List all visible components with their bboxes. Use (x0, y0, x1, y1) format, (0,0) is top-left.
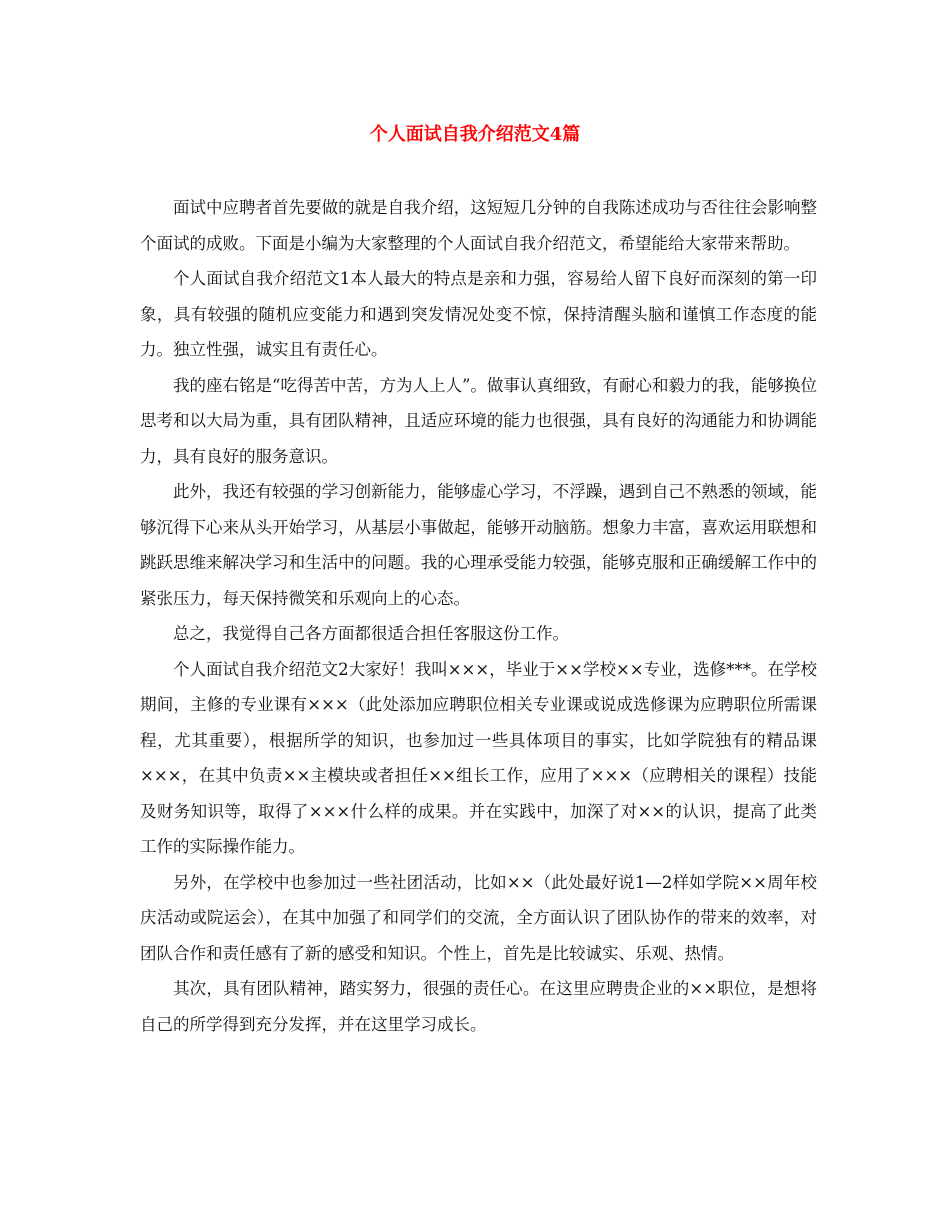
paragraph-sample-2: 个人面试自我介绍范文2大家好！我叫×××，毕业于××学校××专业，选修***。在学校期间，主修的专业课有×××（此处添加应聘职位相关专业课或说成选修课为应聘职位所需课程，尤其重要），根据所学的知识，也参加过一些具体项目的事实，比如学院独有的精品课×××，在其中负责××主模块或者担任××组长工作，应用了×××（应聘相关的课程）技能及财务知识等，取得了×××什么样的成果。并在实践中，加深了对××的认识，提高了此类工作的实际操作能力。 (140, 659, 817, 856)
paragraph-motto: 我的座右铭是“吃得苦中苦，方为人上人”。做事认真细致，有耐心和毅力的我，能够换位思考和以大局为重，具有团队精神，且适应环境的能力也很强，具有良好的沟通能力和协调能力，具有良好的服务意识。 (140, 375, 817, 466)
paragraph-summary: 总之，我觉得自己各方面都很适合担任客服这份工作。 (173, 624, 569, 643)
paragraph-intro: 面试中应聘者首先要做的就是自我介绍，这短短几分钟的自我陈述成功与否往往会影响整个面试的成败。下面是小编为大家整理的个人面试自我介绍范文，希望能给大家带来帮助。 (140, 198, 817, 253)
paragraph-activities: 另外，在学校中也参加过一些社团活动，比如××（此处最好说1—2样如学院××周年校庆活动或院运会），在其中加强了和同学们的交流，全方面认识了团队协作的带来的效率，对团队合作和责任感有了新的感受和知识。个性上，首先是比较诚实、乐观、热情。 (140, 872, 817, 963)
paragraph-learning: 此外，我还有较强的学习创新能力，能够虚心学习，不浮躁，遇到自己不熟悉的领域，能够沉得下心来从头开始学习，从基层小事做起，能够开动脑筋。想象力丰富，喜欢运用联想和跳跃思维来解决学习和生活中的问题。我的心理承受能力较强，能够克服和正确缓解工作中的紧张压力，每天保持微笑和乐观向上的心态。 (140, 482, 817, 608)
paragraph-closing: 其次，具有团队精神，踏实努力，很强的责任心。在这里应聘贵企业的××职位，是想将自己的所学得到充分发挥，并在这里学习成长。 (140, 979, 817, 1034)
paragraph-sample-1: 个人面试自我介绍范文1本人最大的特点是亲和力强，容易给人留下良好而深刻的第一印象，具有较强的随机应变能力和遇到突发情况处变不惊，保持清醒头脑和谨慎工作态度的能力。独立性强，诚实且有责任心。 (140, 269, 817, 359)
document-body (140, 190, 817, 1042)
document-title: 个人面试自我介绍范文4篇 (369, 124, 581, 145)
